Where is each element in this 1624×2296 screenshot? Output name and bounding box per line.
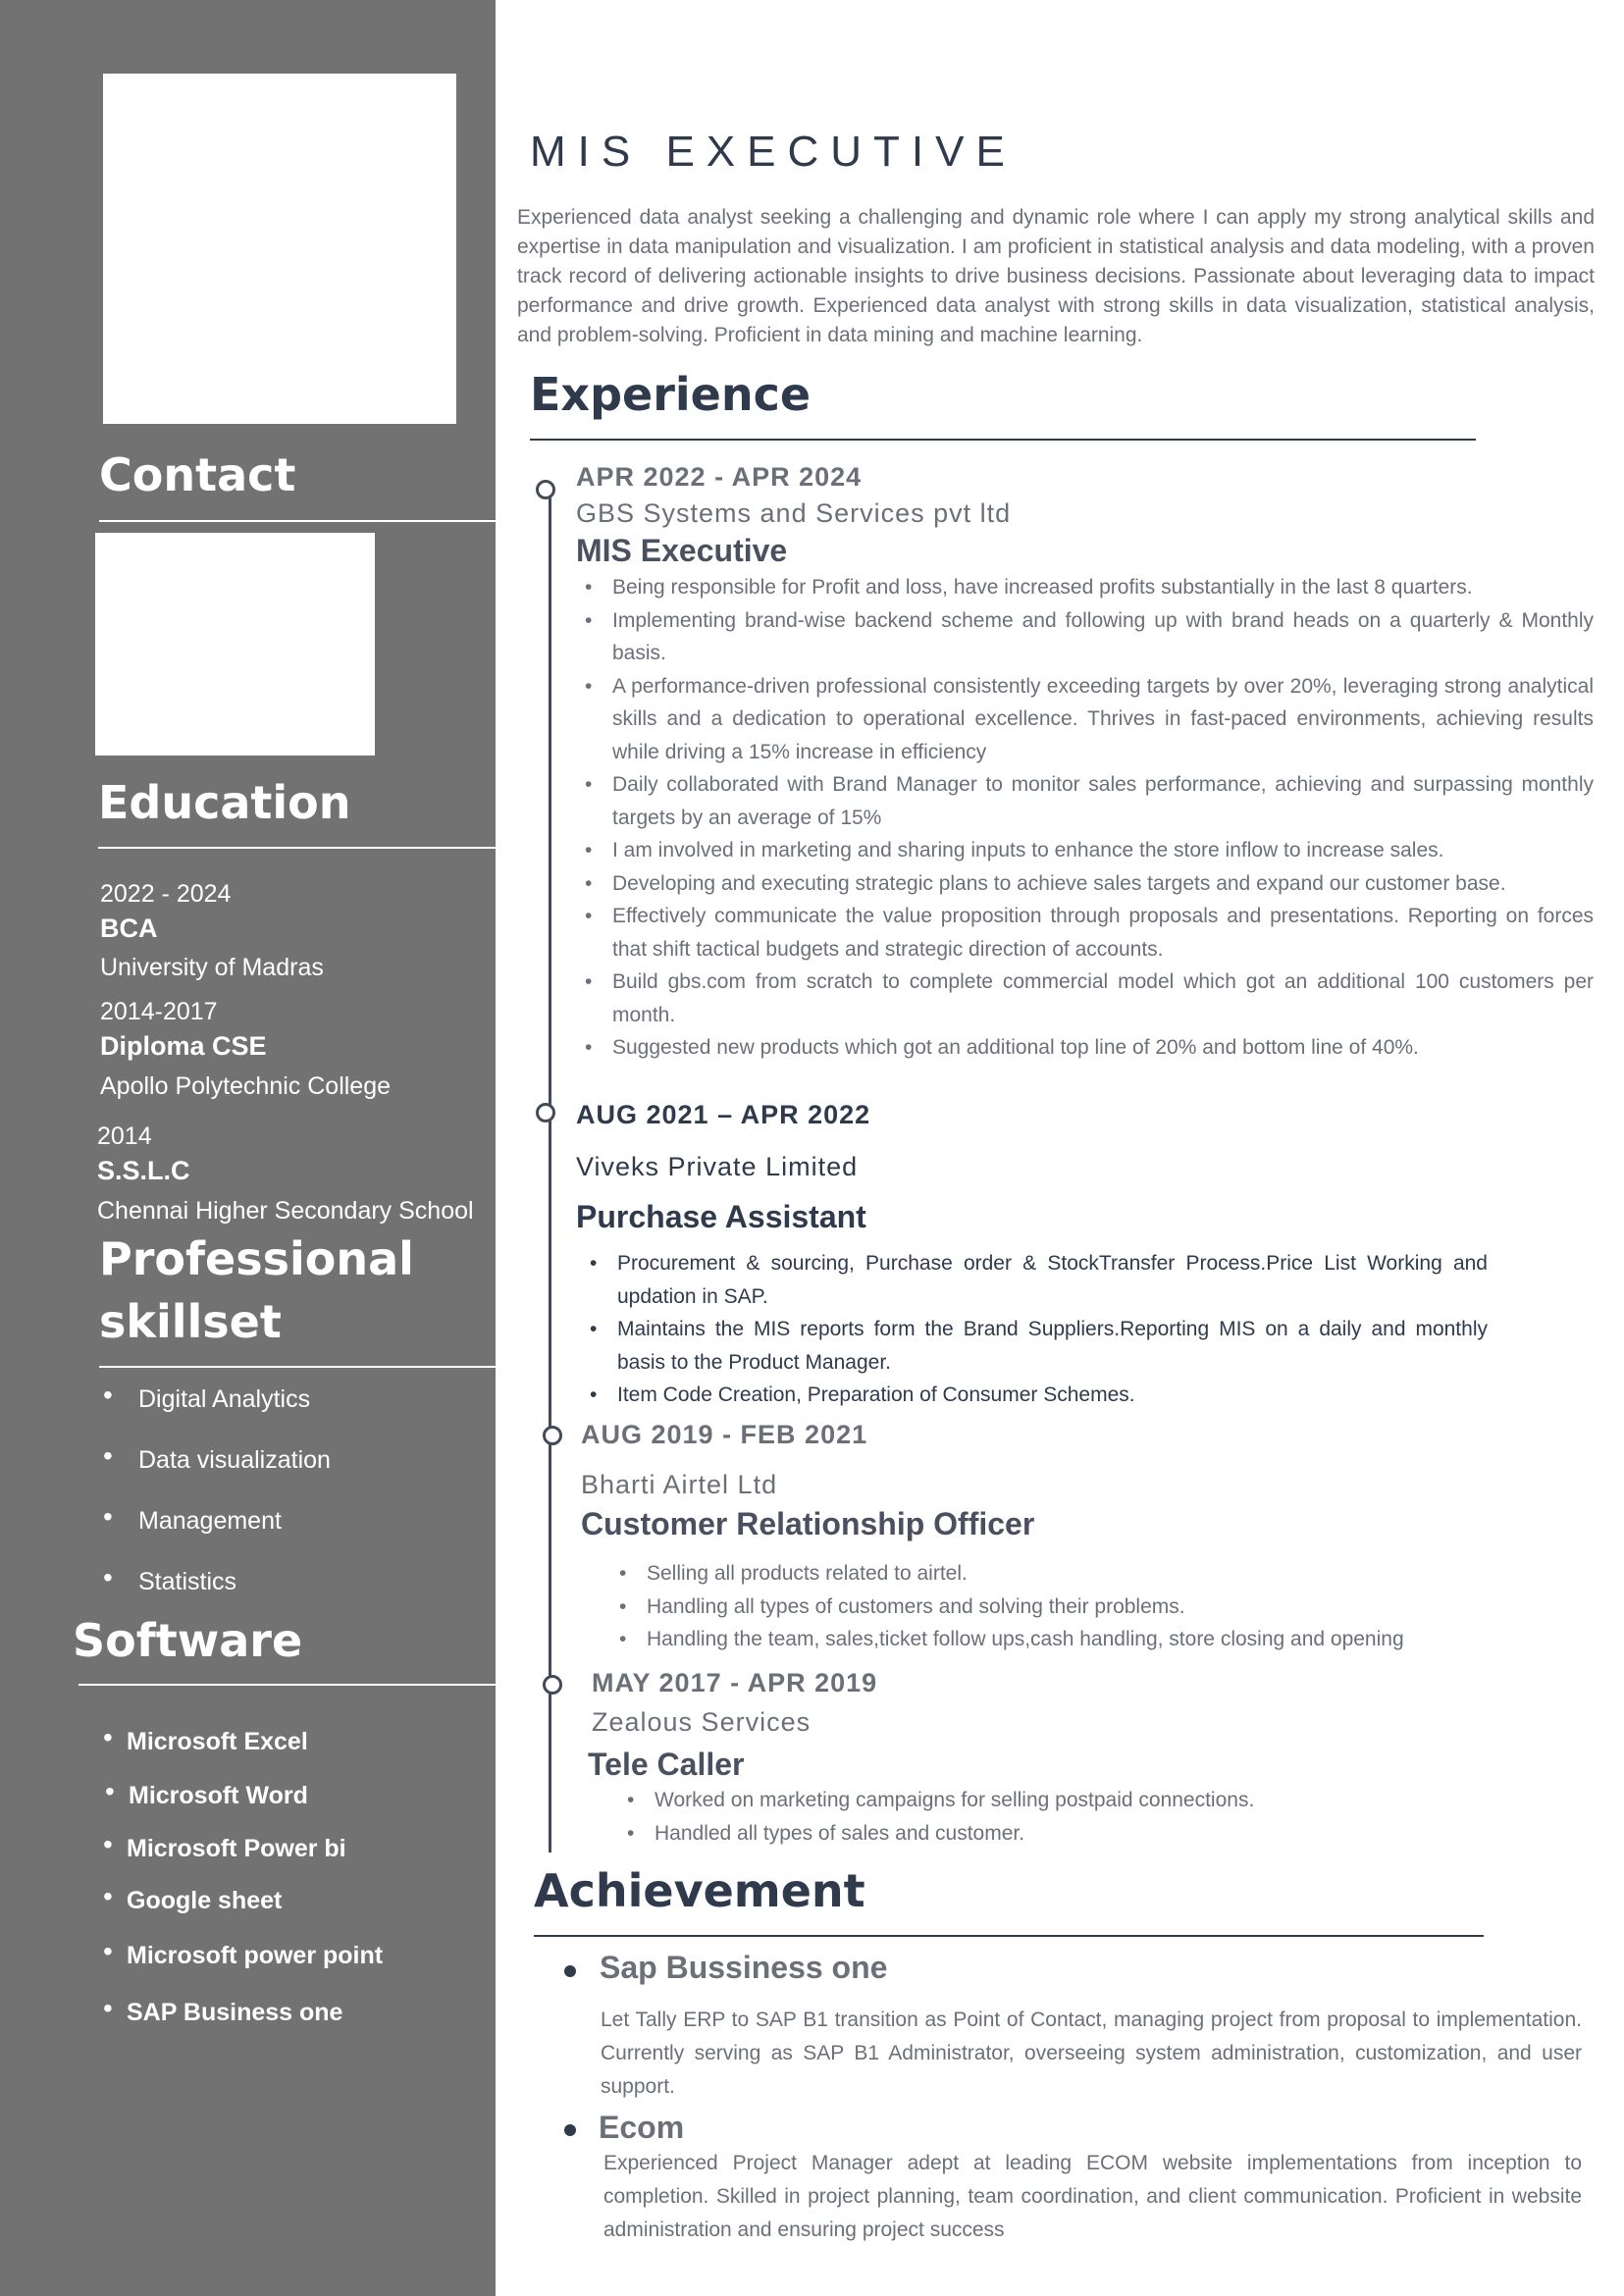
education-degree: BCA [100, 913, 158, 943]
list-item: • Handling all types of customers and solving their problems. [647, 1591, 1589, 1624]
list-item: • Developing and executing strategic plans to achieve sales targets and expand our customer base. [612, 867, 1594, 901]
job-role: Customer Relationship Officer [581, 1506, 1035, 1541]
job-bullets [612, 571, 1594, 1065]
achievement-description: Let Tally ERP to SAP B1 transition as Point of Contact, managing project from proposal to implementation. Currently serving as SAP B1 Administrator, overseeing system administration, customization, and user support. [601, 2009, 1582, 2098]
job-company: Bharti Airtel Ltd [581, 1470, 778, 1499]
skill-item: • Management [103, 1501, 282, 1535]
timeline-dot-icon [543, 1426, 562, 1445]
bullet-icon: • [103, 1881, 113, 1911]
education-degree: S.S.L.C [97, 1156, 190, 1185]
list-item: • Effectively communicate the value proposition through proposals and presentations. Reporting on forces that shift tactical budgets and strategic direction of accounts. [612, 900, 1594, 965]
job-company: GBS Systems and Services pvt ltd [576, 498, 1012, 528]
bullet-icon: • [105, 1776, 115, 1806]
list-item: • Procurement & sourcing, Purchase order & StockTransfer Process.Price List Working and updation in SAP. [617, 1247, 1488, 1313]
job-date: AUG 2019 - FEB 2021 [581, 1420, 868, 1449]
job-bullets [647, 1557, 1589, 1656]
timeline-dot-icon [543, 1675, 562, 1695]
list-item: • Handled all types of sales and customer. [655, 1817, 1587, 1851]
education-degree: Diploma CSE [100, 1031, 267, 1061]
list-item: • Worked on marketing campaigns for selling postpaid connections. [655, 1784, 1587, 1817]
job-company: Zealous Services [592, 1707, 812, 1737]
timeline-dot-icon [536, 1103, 555, 1122]
achievement-divider [534, 1935, 1484, 1937]
software-item: • Microsoft Word [105, 1776, 308, 1809]
experience-heading: Experience [530, 368, 812, 421]
experience-divider [530, 439, 1476, 441]
list-item: • Implementing brand-wise backend scheme and following up with brand heads on a quarterly & Monthly basis. [612, 604, 1594, 670]
skill-item: • Statistics [103, 1562, 237, 1595]
education-years: 2014-2017 [100, 998, 218, 1025]
list-item: • Build gbs.com from scratch to complete commercial model which got an additional 100 customers per month. [612, 965, 1594, 1031]
bullet-icon: • [103, 1501, 113, 1532]
skill-item: • Digital Analytics [103, 1380, 311, 1413]
education-school: Chennai Higher Secondary School [97, 1197, 474, 1225]
software-item: • SAP Business one [103, 1993, 343, 2026]
page-title: MIS EXECUTIVE [530, 128, 1017, 176]
list-item: • Suggested new products which got an additional top line of 20% and bottom line of 40%. [612, 1031, 1594, 1065]
education-divider [98, 847, 496, 849]
contact-divider [99, 520, 496, 522]
bullet-icon: • [103, 1993, 113, 2023]
job-date: APR 2022 - APR 2024 [576, 462, 863, 492]
skills-heading-line2: skillset [99, 1295, 282, 1348]
software-item: • Microsoft Power bi [103, 1829, 346, 1862]
software-item: • Microsoft power point [103, 1936, 384, 1969]
list-item: • I am involved in marketing and sharing inputs to enhance the store inflow to increase sales. [612, 834, 1594, 867]
list-item: • Daily collaborated with Brand Manager to monitor sales performance, achieving and surpassing monthly targets by an average of 15% [612, 768, 1594, 834]
bullet-icon: • [103, 1440, 113, 1471]
achievement-heading: Achievement [534, 1864, 865, 1917]
job-role: Tele Caller [588, 1747, 745, 1782]
software-divider [79, 1684, 496, 1686]
job-company: Viveks Private Limited [576, 1152, 859, 1181]
achievement-bullet-icon [564, 2124, 576, 2136]
bullet-icon: • [103, 1936, 113, 1966]
job-bullets [655, 1784, 1587, 1850]
timeline-line [549, 494, 551, 1852]
timeline-dot-icon [536, 480, 555, 499]
education-school: Apollo Polytechnic College [100, 1072, 392, 1100]
skill-item: • Data visualization [103, 1440, 331, 1474]
sidebar [0, 0, 496, 2296]
profile-summary: Experienced data analyst seeking a challenging and dynamic role where I can apply my strong analytical skills and expertise in data manipulation and visualization. I am proficient in statistical analysis and data modeling, with a proven track record of delivering actionable insights to drive business decisions. Passionate about leveraging data to impact performance and drive growth. Experienced data analyst with strong skills in data visualization, statistical analysis, and problem-solving. Proficient in data mining and machine learning. [517, 206, 1595, 346]
software-item: • Microsoft Excel [103, 1722, 308, 1755]
list-item: • Item Code Creation, Preparation of Consumer Schemes. [617, 1379, 1488, 1412]
profile-photo-placeholder [103, 74, 456, 424]
education-heading: Education [98, 776, 351, 829]
achievement-title: Sap Bussiness one [600, 1950, 888, 1985]
skills-heading-line1: Professional [99, 1232, 414, 1285]
education-school: University of Madras [100, 954, 324, 981]
list-item: • A performance-driven professional consistently exceeding targets by over 20%, leveraging strong analytical skills and a dedication to operational excellence. Thrives in fast-paced environments, achieving results while driving a 15% increase in efficiency [612, 670, 1594, 769]
bullet-icon: • [103, 1562, 113, 1592]
list-item: • Maintains the MIS reports form the Brand Suppliers.Reporting MIS on a daily and monthly basis to the Product Manager. [617, 1313, 1488, 1379]
achievement-bullet-icon [564, 1965, 576, 1977]
education-years: 2014 [97, 1122, 152, 1150]
achievement-title: Ecom [599, 2110, 685, 2145]
job-date: AUG 2021 – APR 2022 [576, 1100, 871, 1129]
contact-info-placeholder [95, 533, 375, 756]
contact-heading: Contact [99, 448, 296, 501]
bullet-icon: • [103, 1722, 113, 1752]
job-role: MIS Executive [576, 533, 788, 568]
job-bullets [617, 1247, 1488, 1412]
list-item: • Handling the team, sales,ticket follow ups,cash handling, store closing and opening [647, 1623, 1589, 1656]
software-item: • Google sheet [103, 1881, 283, 1914]
bullet-icon: • [103, 1380, 113, 1410]
job-role: Purchase Assistant [576, 1199, 866, 1234]
job-date: MAY 2017 - APR 2019 [592, 1668, 878, 1697]
list-item: • Being responsible for Profit and loss, have increased profits substantially in the last 8 quarters. [612, 571, 1594, 604]
software-heading: Software [73, 1614, 303, 1667]
education-years: 2022 - 2024 [100, 880, 232, 908]
achievement-description: Experienced Project Manager adept at leading ECOM website implementations from inception to completion. Skilled in project planning, team coordination, and client communication. Proficient in website administration and ensuring project success [603, 2152, 1582, 2241]
list-item: • Selling all products related to airtel. [647, 1557, 1589, 1591]
skills-divider [99, 1366, 496, 1368]
bullet-icon: • [103, 1829, 113, 1859]
